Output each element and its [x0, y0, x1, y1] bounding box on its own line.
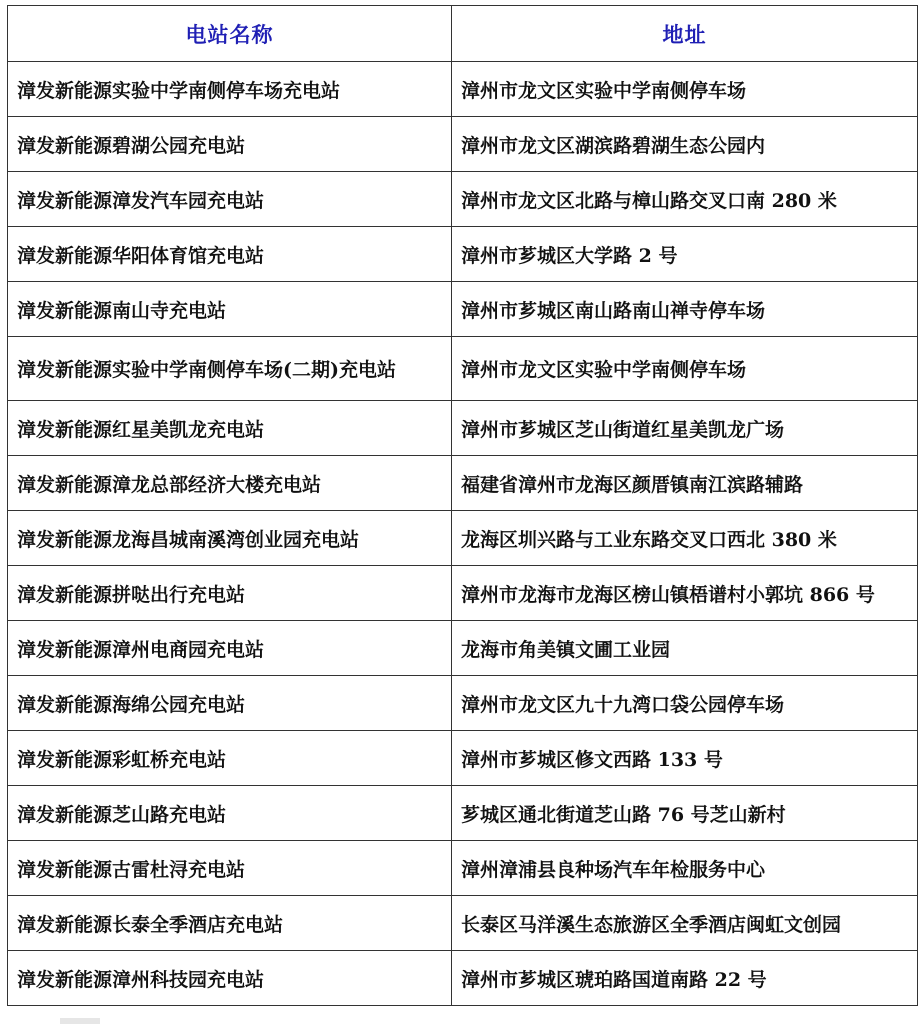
station-name-cell: 漳发新能源实验中学南侧停车场充电站: [8, 62, 452, 117]
address-cell: 漳州市龙文区湖滨路碧湖生态公园内: [452, 117, 918, 172]
table-header-row: [8, 6, 918, 62]
table-row: [8, 676, 918, 731]
table-row: [8, 62, 918, 117]
table-row: [8, 896, 918, 951]
station-name-cell: 漳发新能源碧湖公园充电站: [8, 117, 452, 172]
station-name-cell: 漳发新能源芝山路充电站: [8, 786, 452, 841]
charging-station-table: [7, 5, 918, 1006]
station-name-cell: 漳发新能源漳发汽车园充电站: [8, 172, 452, 227]
station-name-cell: 漳发新能源漳龙总部经济大楼充电站: [8, 456, 452, 511]
table-row: [8, 227, 918, 282]
address-cell: 龙海市角美镇文圃工业园: [452, 621, 918, 676]
station-name-cell: 漳发新能源彩虹桥充电站: [8, 731, 452, 786]
table-row: [8, 731, 918, 786]
table-row: [8, 621, 918, 676]
table-row: [8, 786, 918, 841]
station-name-cell: 漳发新能源红星美凯龙充电站: [8, 401, 452, 456]
table-row: [8, 951, 918, 1006]
address-cell: 漳州市芗城区修文西路 133 号: [452, 731, 918, 786]
address-cell: 漳州市龙文区北路与樟山路交叉口南 280 米: [452, 172, 918, 227]
table-row: [8, 337, 918, 401]
address-cell: 漳州市龙文区九十九湾口袋公园停车场: [452, 676, 918, 731]
station-name-cell: 漳发新能源长泰全季酒店充电站: [8, 896, 452, 951]
address-cell: 漳州市芗城区南山路南山禅寺停车场: [452, 282, 918, 337]
station-name-cell: 漳发新能源古雷杜浔充电站: [8, 841, 452, 896]
station-name-cell: 漳发新能源海绵公园充电站: [8, 676, 452, 731]
address-cell: 龙海区圳兴路与工业东路交叉口西北 380 米: [452, 511, 918, 566]
table-row: [8, 566, 918, 621]
address-cell: 长泰区马洋溪生态旅游区全季酒店闽虹文创园: [452, 896, 918, 951]
table-row: [8, 456, 918, 511]
station-name-cell: 漳发新能源南山寺充电站: [8, 282, 452, 337]
address-cell: 芗城区通北街道芝山路 76 号芝山新村: [452, 786, 918, 841]
table-row: [8, 511, 918, 566]
header-address: 地址: [452, 6, 918, 62]
table-row: [8, 401, 918, 456]
station-name-cell: 漳发新能源华阳体育馆充电站: [8, 227, 452, 282]
address-cell: 漳州市龙文区实验中学南侧停车场: [452, 337, 918, 401]
table-row: [8, 282, 918, 337]
address-cell: 漳州市芗城区大学路 2 号: [452, 227, 918, 282]
table-row: [8, 841, 918, 896]
station-name-cell: 漳发新能源龙海昌城南溪湾创业园充电站: [8, 511, 452, 566]
header-station-name: 电站名称: [8, 6, 452, 62]
address-cell: 漳州漳浦县良种场汽车年检服务中心: [452, 841, 918, 896]
address-cell: 福建省漳州市龙海区颜厝镇南江滨路辅路: [452, 456, 918, 511]
station-name-cell: 漳发新能源漳州科技园充电站: [8, 951, 452, 1006]
address-cell: 漳州市芗城区琥珀路国道南路 22 号: [452, 951, 918, 1006]
station-name-cell: 漳发新能源漳州电商园充电站: [8, 621, 452, 676]
address-cell: 漳州市芗城区芝山街道红星美凯龙广场: [452, 401, 918, 456]
charging-station-table-sheet: [7, 5, 917, 1019]
address-cell: 漳州市龙海市龙海区榜山镇梧谱村小郭坑 866 号: [452, 566, 918, 621]
table-row: [8, 117, 918, 172]
table-row: [8, 172, 918, 227]
scan-artifact: [60, 1018, 100, 1024]
station-name-cell: 漳发新能源实验中学南侧停车场(二期)充电站: [8, 337, 452, 401]
address-cell: 漳州市龙文区实验中学南侧停车场: [452, 62, 918, 117]
station-name-cell: 漳发新能源拼哒出行充电站: [8, 566, 452, 621]
